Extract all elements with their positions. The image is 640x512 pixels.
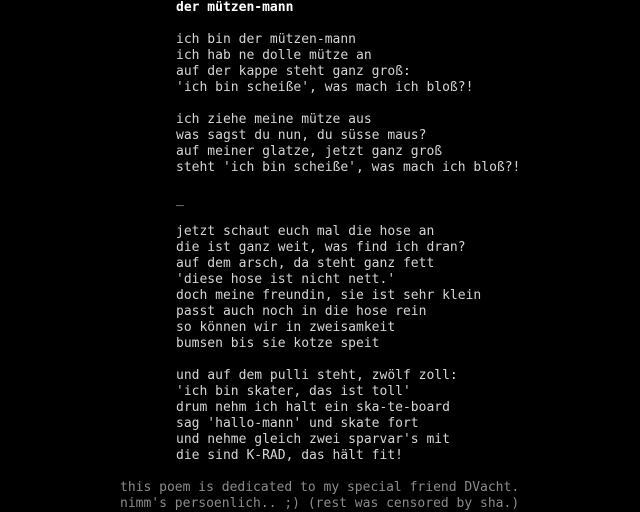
credits-line: nimm's persoenlich.. ;) (rest was censored by sha.): [120, 496, 520, 511]
poem-line: 'diese hose ist nicht nett.': [176, 272, 396, 287]
poem-line: die sind K-RAD, das hält fit!: [176, 448, 403, 463]
poem-line: so können wir in zweisamkeit: [176, 320, 396, 335]
poem-line: auf der kappe steht ganz groß:: [176, 64, 411, 79]
poem-line: was sagst du nun, du süsse maus?: [176, 128, 427, 143]
poem-line: ich ziehe meine mütze aus: [176, 112, 372, 127]
poem-line: steht 'ich bin scheiße', was mach ich bloß?!: [176, 160, 521, 175]
poem-line: ich bin der mützen-mann: [176, 32, 357, 47]
poem-line: drum nehm ich halt ein ska-te-board: [176, 400, 450, 415]
stanza-3: [176, 224, 616, 352]
stanza-2: [176, 112, 616, 176]
poem-line: doch meine freundin, sie ist sehr klein: [176, 288, 482, 303]
poem-line: ich hab ne dolle mütze an: [176, 48, 372, 63]
dedication-footer: [120, 480, 635, 512]
poem-line: passt auch noch in die hose rein: [176, 304, 427, 319]
poem-line: 'ich bin skater, das ist toll': [176, 384, 411, 399]
poem-line: sag 'hallo-mann' und skate fort: [176, 416, 419, 431]
dedication-line: this poem is dedicated to my special friend DVacht.: [120, 480, 520, 495]
poem-line: jetzt schaut euch mal die hose an: [176, 224, 435, 239]
stanza-1: [176, 32, 616, 96]
poem-line: 'ich bin scheiße', was mach ich bloß?!: [176, 80, 474, 95]
poem-line: und nehme gleich zwei sparvar's mit: [176, 432, 450, 447]
poem-line: bumsen bis sie kotze speit: [176, 336, 380, 351]
poem: [176, 0, 616, 464]
poem-line: auf dem arsch, da steht ganz fett: [176, 256, 435, 271]
poem-line: die ist ganz weit, was find ich dran?: [176, 240, 466, 255]
blank-line: [176, 208, 616, 224]
poem-line: und auf dem pulli steht, zwölf zoll:: [176, 368, 458, 383]
stanza-4: [176, 368, 616, 464]
text-cursor: _: [176, 192, 184, 207]
blank-line: [176, 16, 616, 32]
blank-line: [176, 176, 616, 192]
poem-title: der mützen-mann: [176, 0, 294, 15]
poem-line: auf meiner glatze, jetzt ganz groß: [176, 144, 443, 159]
blank-line: [176, 352, 616, 368]
blank-line: [176, 96, 616, 112]
